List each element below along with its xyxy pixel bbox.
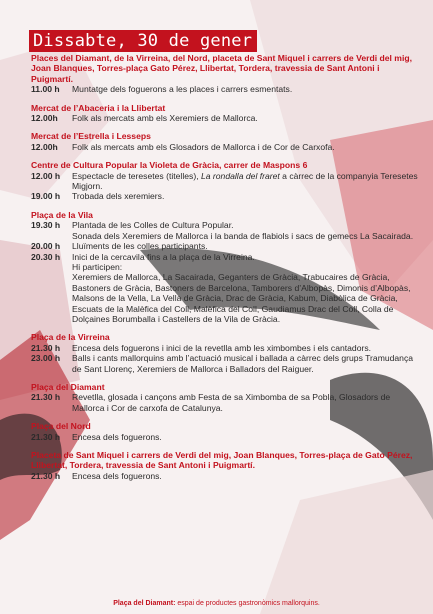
event-time: 20.00 h [31, 241, 61, 252]
event-time: 19.00 h [31, 191, 61, 202]
footer-text: espai de productes gastronòmics mallorquins. [175, 600, 320, 607]
schedule-section [31, 450, 423, 481]
schedule-section [31, 382, 423, 413]
event-time: 19.30 h [31, 220, 61, 231]
event-description: Balls i cants mallorquins amb l’actuació musical i ballada a càrrec dels grups Tramudança de Sant Llorenç, Xeremiers de Mallorca i Balladors del Raiguer. [72, 353, 414, 374]
section-heading: Plaça de la Vila [31, 209, 93, 220]
event-row [31, 113, 423, 123]
event-description: Sonada dels Xeremiers de Mallorca i la banda de flabiols i sacs de gemecs La Sacairada. [72, 230, 414, 241]
schedule-section [31, 53, 423, 95]
event-description: Xeremiers de Mallorca, La Sacairada, Geganters de Gràcia, Trabucaires de Gràcia, Bastoners de Gràcia, Bastoners de Barcelona, Tamborers d’Albopàs, Dimonis d’Albopàs, Malsons de la Vella, La Vella de Gràcia, Drac de Gràcia, Kabum, Diabòlica de Gràcia, Escuats de la Malèfica del Coll, Malèfica del Coll, Gaudiamus Drac del Coll, Colla de Dolçaines Borumballa i Castellers de la Vila de Gràcia. [72, 272, 411, 324]
schedule-section [31, 421, 423, 442]
show-title: La rondalla del fraret [200, 170, 280, 181]
event-time [31, 231, 72, 241]
event-description: Encesa dels foguerons. [72, 431, 162, 442]
section-heading: Plaça de la Virreina [31, 332, 110, 343]
event-description: Lluïments de les colles participants. [72, 241, 208, 252]
event-description: Folk als mercats amb els Glosadors de Mallorca i de Cor de Carxofa. [72, 141, 335, 152]
event-time: 12.00h [31, 113, 58, 124]
event-time [31, 272, 72, 324]
event-row [31, 343, 423, 353]
event-description: Folk als mercats amb els Xeremiers de Mallorca. [72, 113, 258, 124]
page-title: Dissabte, 30 de gener [33, 31, 253, 51]
event-description: Encesa dels foguerons i inici de la revetlla amb les ximbombes i els cantadors. [72, 342, 372, 353]
event-row [31, 231, 423, 241]
event-description: Revetlla, glosada i cançons amb Festa de sa Ximbomba de sa Pobla, Glosadors de Mallorca i Cor de carxofa de Catalunya. [72, 392, 391, 413]
schedule-section [31, 210, 423, 324]
section-heading: Mercat de l’Estrella i Lesseps [31, 131, 151, 142]
event-time: 11.00 h [31, 84, 60, 95]
event-row [31, 353, 423, 374]
schedule-section [31, 131, 423, 152]
event-description-text: a càrrec de la companyia Teresetes Migjorn. [72, 170, 418, 192]
section-heading: Placeta de Sant Miquel i carrers de Verdi del mig, Joan Blanques, Torres-plaça de Gato Pérez, Llibertat, Tordera, travessia de Sant Antoni i Puigmartí. [31, 450, 413, 471]
schedule-section [31, 160, 423, 202]
event-row [31, 220, 423, 230]
event-time: 20.30 h [31, 251, 61, 262]
event-row [31, 272, 423, 324]
event-time: 23.00 h [31, 353, 61, 364]
event-description [72, 171, 423, 192]
section-heading: Mercat de l’Abaceria i la Llibertat [31, 102, 166, 113]
schedule-section [31, 332, 423, 374]
event-description: Inici de la cercavila fins a la plaça de la Virreina. [72, 251, 255, 262]
event-time: 21.30 h [31, 470, 61, 481]
event-description: Muntatge dels foguerons a les places i carrers esmentats. [72, 84, 293, 95]
footer-label: Plaça del Diamant: [113, 600, 176, 607]
footer-note [0, 599, 433, 608]
event-description: Plantada de les Colles de Cultura Popular. [72, 220, 234, 231]
event-row [31, 471, 423, 481]
event-row [31, 241, 423, 251]
event-description: Trobada dels xeremiers. [72, 191, 165, 202]
event-time [31, 262, 72, 272]
event-time: 21.30 h [31, 392, 61, 403]
event-time: 12.00 h [31, 170, 61, 181]
event-row [31, 392, 423, 413]
event-description: Encesa dels foguerons. [72, 470, 162, 481]
section-heading: Plaça del Diamant [31, 381, 105, 392]
section-heading: Plaça del Nord [31, 421, 91, 432]
event-description: Hi participen: [72, 261, 123, 272]
event-row [31, 432, 423, 442]
schedule-section [31, 103, 423, 124]
section-heading: Places del Diamant, de la Virreina, del Nord, placeta de Sant Miquel i carrers de Verdi del mig, Joan Blanques, Torres-plaça Gato Pérez, Llibertat, Tordera, travessia de Sant Antoni i Puigmartí. [31, 53, 412, 84]
section-heading: Centre de Cultura Popular la Violeta de Gràcia, carrer de Maspons 6 [31, 160, 308, 171]
event-row [31, 84, 423, 94]
event-row [31, 142, 423, 152]
event-time: 12.00h [31, 141, 58, 152]
schedule-list [31, 53, 423, 481]
event-row [31, 252, 423, 262]
event-row [31, 191, 423, 201]
event-time: 21.30 h [31, 342, 61, 353]
event-description-text: Espectacle de teresetes (titelles), [72, 170, 201, 181]
event-row [31, 171, 423, 192]
event-row [31, 262, 423, 272]
event-time: 21.30 h [31, 431, 61, 442]
